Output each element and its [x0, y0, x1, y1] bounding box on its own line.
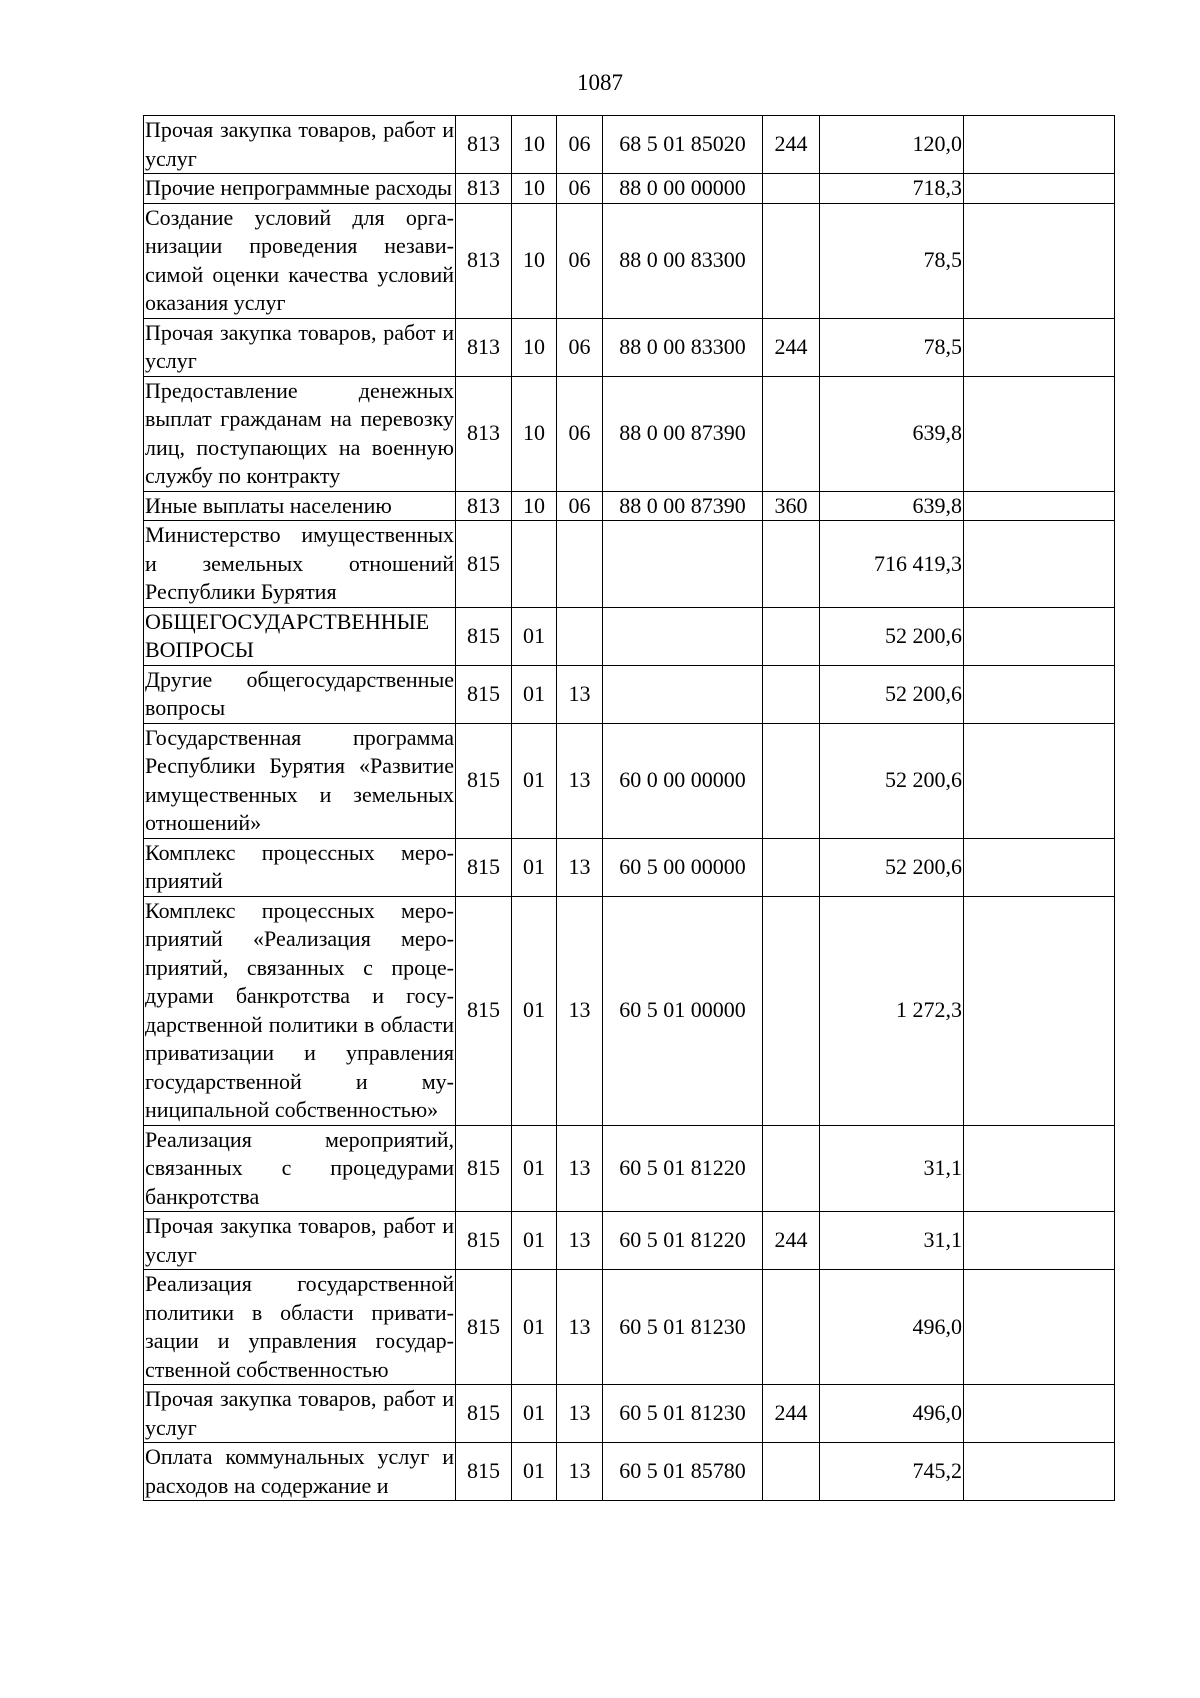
empty-cell: [964, 203, 1115, 318]
target-item-cell: 88 0 00 87390: [603, 491, 763, 521]
ministry-code-cell: 815: [456, 665, 512, 723]
empty-cell: [964, 318, 1115, 376]
table-row: [144, 376, 1115, 491]
expense-type-cell: 244: [763, 1385, 820, 1443]
subsection-code-cell: 13: [557, 838, 603, 896]
empty-cell: [964, 607, 1115, 665]
empty-cell: [964, 1125, 1115, 1212]
target-item-cell: [603, 521, 763, 608]
section-code-cell: 10: [512, 376, 557, 491]
section-code-cell: 10: [512, 203, 557, 318]
item-name-cell: Другие общегосударственные вопросы: [144, 665, 456, 723]
expense-type-cell: 244: [763, 116, 820, 174]
ministry-code-cell: 815: [456, 521, 512, 608]
target-item-cell: 60 5 01 00000: [603, 896, 763, 1125]
section-code-cell: 01: [512, 896, 557, 1125]
ministry-code-cell: 815: [456, 896, 512, 1125]
target-item-cell: 88 0 00 83300: [603, 203, 763, 318]
expense-type-cell: [763, 521, 820, 608]
target-item-cell: 88 0 00 87390: [603, 376, 763, 491]
empty-cell: [964, 1385, 1115, 1443]
subsection-code-cell: 13: [557, 1270, 603, 1385]
amount-cell: 120,0: [820, 116, 964, 174]
ministry-code-cell: 815: [456, 1212, 512, 1270]
subsection-code-cell: 06: [557, 174, 603, 204]
expense-type-cell: [763, 896, 820, 1125]
subsection-code-cell: 13: [557, 1125, 603, 1212]
subsection-code-cell: 13: [557, 665, 603, 723]
target-item-cell: [603, 607, 763, 665]
table-row: [144, 491, 1115, 521]
section-code-cell: 10: [512, 318, 557, 376]
amount-cell: 718,3: [820, 174, 964, 204]
expense-type-cell: [763, 203, 820, 318]
target-item-cell: 60 5 01 85780: [603, 1443, 763, 1501]
budget-table: [143, 115, 1115, 1501]
item-name-cell: Прочая закупка товаров, работ и услуг: [144, 318, 456, 376]
table-row: [144, 1212, 1115, 1270]
item-name-cell: Предоставление денежных выплат гражданам на перевозку лиц, поступающих на военную службу по контракту: [144, 376, 456, 491]
subsection-code-cell: 13: [557, 1212, 603, 1270]
section-code-cell: 01: [512, 1385, 557, 1443]
subsection-code-cell: [557, 521, 603, 608]
target-item-cell: 60 5 01 81220: [603, 1212, 763, 1270]
expense-type-cell: [763, 838, 820, 896]
ministry-code-cell: 815: [456, 723, 512, 838]
empty-cell: [964, 723, 1115, 838]
empty-cell: [964, 491, 1115, 521]
item-name-cell: Оплата коммунальных услуг и расходов на содержание и: [144, 1443, 456, 1501]
item-name-cell: Прочая закупка товаров, работ и услуг: [144, 1385, 456, 1443]
empty-cell: [964, 116, 1115, 174]
empty-cell: [964, 838, 1115, 896]
table-row: [144, 1443, 1115, 1501]
section-code-cell: 01: [512, 1270, 557, 1385]
table-row: [144, 174, 1115, 204]
expense-type-cell: 244: [763, 1212, 820, 1270]
section-code-cell: 10: [512, 491, 557, 521]
item-name-cell: Комплекс процессных мероприятий: [144, 838, 456, 896]
table-row: [144, 723, 1115, 838]
ministry-code-cell: 815: [456, 1443, 512, 1501]
ministry-code-cell: 815: [456, 1125, 512, 1212]
ministry-code-cell: 813: [456, 116, 512, 174]
amount-cell: 78,5: [820, 318, 964, 376]
subsection-code-cell: 06: [557, 116, 603, 174]
amount-cell: 52 200,6: [820, 607, 964, 665]
amount-cell: 31,1: [820, 1125, 964, 1212]
target-item-cell: 60 5 01 81220: [603, 1125, 763, 1212]
subsection-code-cell: 06: [557, 376, 603, 491]
table-row: [144, 607, 1115, 665]
amount-cell: 52 200,6: [820, 838, 964, 896]
ministry-code-cell: 813: [456, 174, 512, 204]
target-item-cell: 60 5 01 81230: [603, 1270, 763, 1385]
ministry-code-cell: 813: [456, 376, 512, 491]
item-name-cell: Прочая закупка товаров, работ и услуг: [144, 116, 456, 174]
table-row: [144, 116, 1115, 174]
ministry-code-cell: 815: [456, 1385, 512, 1443]
empty-cell: [964, 1443, 1115, 1501]
amount-cell: 639,8: [820, 376, 964, 491]
amount-cell: 745,2: [820, 1443, 964, 1501]
item-name-cell: Иные выплаты населению: [144, 491, 456, 521]
subsection-code-cell: 06: [557, 203, 603, 318]
amount-cell: 52 200,6: [820, 665, 964, 723]
target-item-cell: 88 0 00 83300: [603, 318, 763, 376]
target-item-cell: 88 0 00 00000: [603, 174, 763, 204]
expense-type-cell: 360: [763, 491, 820, 521]
expense-type-cell: [763, 723, 820, 838]
subsection-code-cell: 13: [557, 1385, 603, 1443]
section-code-cell: 01: [512, 723, 557, 838]
expense-type-cell: [763, 665, 820, 723]
subsection-code-cell: 13: [557, 723, 603, 838]
amount-cell: 639,8: [820, 491, 964, 521]
item-name-cell: Реализация государственной политики в области приватизации и управления государственной собственностью: [144, 1270, 456, 1385]
item-name-cell: Прочие непрограммные расходы: [144, 174, 456, 204]
table-row: [144, 665, 1115, 723]
section-code-cell: 01: [512, 665, 557, 723]
table-row: [144, 1125, 1115, 1212]
amount-cell: 52 200,6: [820, 723, 964, 838]
amount-cell: 496,0: [820, 1270, 964, 1385]
subsection-code-cell: 13: [557, 1443, 603, 1501]
ministry-code-cell: 813: [456, 491, 512, 521]
section-code-cell: 01: [512, 607, 557, 665]
empty-cell: [964, 896, 1115, 1125]
ministry-code-cell: 815: [456, 838, 512, 896]
amount-cell: 78,5: [820, 203, 964, 318]
amount-cell: 31,1: [820, 1212, 964, 1270]
empty-cell: [964, 376, 1115, 491]
subsection-code-cell: [557, 607, 603, 665]
item-name-cell: Прочая закупка товаров, работ и услуг: [144, 1212, 456, 1270]
amount-cell: 1 272,3: [820, 896, 964, 1125]
table-row: [144, 896, 1115, 1125]
expense-type-cell: [763, 1125, 820, 1212]
ministry-code-cell: 815: [456, 607, 512, 665]
subsection-code-cell: 06: [557, 491, 603, 521]
item-name-cell: Реализация мероприятий, связанных с процедурами банкротства: [144, 1125, 456, 1212]
item-name-cell: Создание условий для организации проведения независимой оценки качества условий оказания услуг: [144, 203, 456, 318]
section-code-cell: 01: [512, 1125, 557, 1212]
table-row: [144, 1270, 1115, 1385]
table-row: [144, 1385, 1115, 1443]
section-code-cell: 10: [512, 116, 557, 174]
empty-cell: [964, 521, 1115, 608]
ministry-code-cell: 813: [456, 318, 512, 376]
page-number: 1087: [577, 70, 623, 95]
subsection-code-cell: 06: [557, 318, 603, 376]
amount-cell: 496,0: [820, 1385, 964, 1443]
item-name-cell: Государственная программа Республики Бурятия «Развитие имущественных и земельных отношений»: [144, 723, 456, 838]
section-code-cell: 01: [512, 1212, 557, 1270]
target-item-cell: [603, 665, 763, 723]
expense-type-cell: [763, 1270, 820, 1385]
empty-cell: [964, 1212, 1115, 1270]
item-name-cell: Комплекс процессных мероприятий «Реализация мероприятий, связанных с процедурами банкротства и государственной политики в области приватизации и управления государственной и муниципальной собственностью»: [144, 896, 456, 1125]
expense-type-cell: 244: [763, 318, 820, 376]
section-code-cell: [512, 521, 557, 608]
section-code-cell: 10: [512, 174, 557, 204]
table-row: [144, 838, 1115, 896]
section-code-cell: 01: [512, 1443, 557, 1501]
table-row: [144, 521, 1115, 608]
expense-type-cell: [763, 1443, 820, 1501]
section-code-cell: 01: [512, 838, 557, 896]
expense-type-cell: [763, 607, 820, 665]
empty-cell: [964, 665, 1115, 723]
target-item-cell: 68 5 01 85020: [603, 116, 763, 174]
ministry-code-cell: 815: [456, 1270, 512, 1385]
budget-table-body: [144, 116, 1115, 1501]
item-name-cell: Министерство имущественных и земельных отношений Республики Бурятия: [144, 521, 456, 608]
table-row: [144, 203, 1115, 318]
target-item-cell: 60 0 00 00000: [603, 723, 763, 838]
item-name-cell: ОБЩЕГОСУДАРСТВЕННЫЕ ВОПРОСЫ: [144, 607, 456, 665]
expense-type-cell: [763, 174, 820, 204]
ministry-code-cell: 813: [456, 203, 512, 318]
empty-cell: [964, 1270, 1115, 1385]
subsection-code-cell: 13: [557, 896, 603, 1125]
empty-cell: [964, 174, 1115, 204]
expense-type-cell: [763, 376, 820, 491]
amount-cell: 716 419,3: [820, 521, 964, 608]
target-item-cell: 60 5 01 81230: [603, 1385, 763, 1443]
table-row: [144, 318, 1115, 376]
target-item-cell: 60 5 00 00000: [603, 838, 763, 896]
